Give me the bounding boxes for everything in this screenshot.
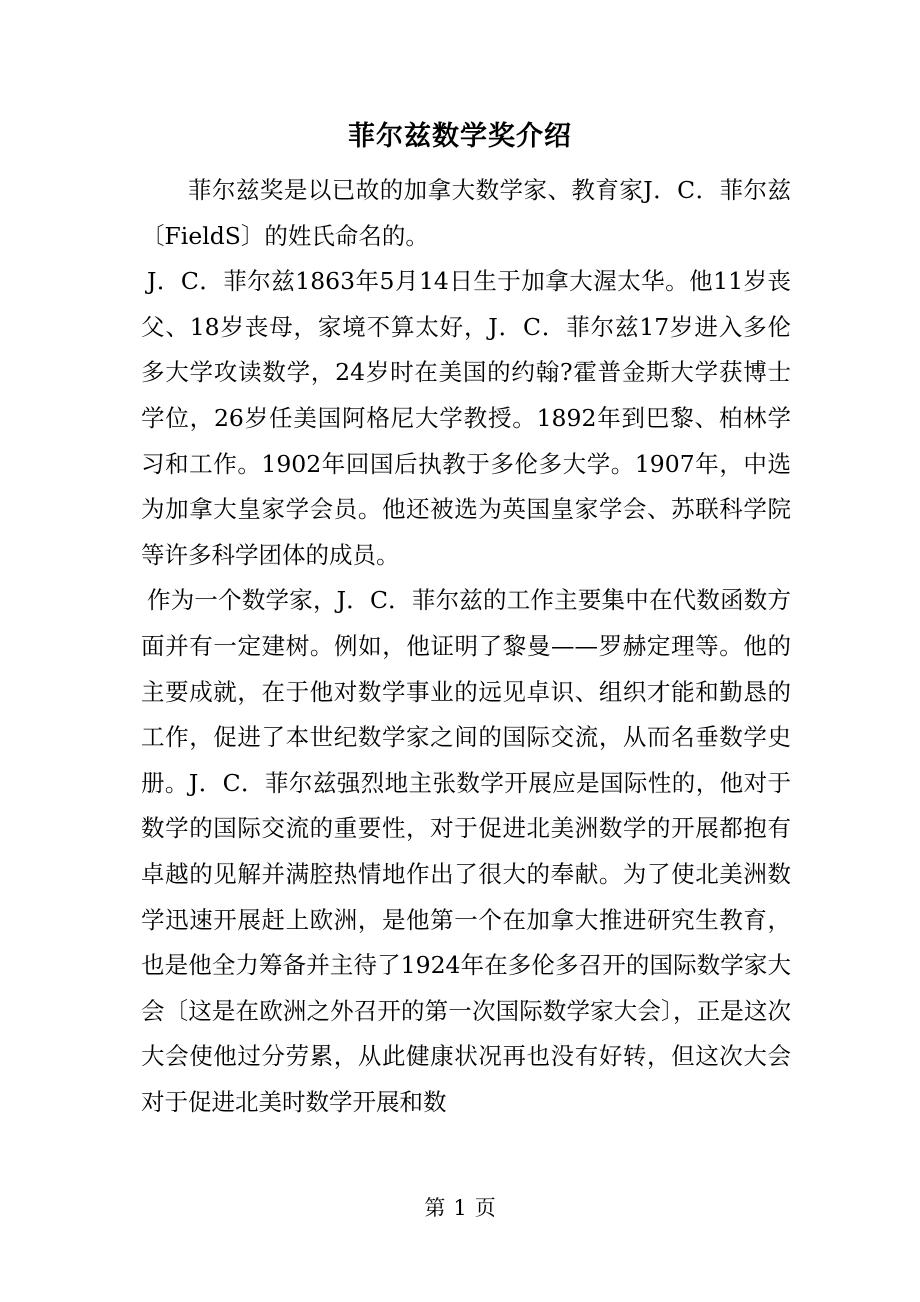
document-title: 菲尔兹数学奖介绍	[348, 121, 572, 152]
footer-suffix: 页	[474, 1196, 496, 1220]
paragraph-intro: 菲尔兹奖是以已故的加拿大数学家、教育家J．C．菲尔兹〔FieldS〕的姓氏命名的。	[141, 176, 791, 250]
paragraph-biography: J．C．菲尔兹1863年5月14日生于加拿大渥太华。他11岁丧父、18岁丧母，家境不算太好，J．C．菲尔兹17岁进入多伦多大学攻读数学，24岁时在美国的约翰?霍普金斯大学获博士学位，26岁任美国阿格尼大学教授。1892年到巴黎、柏林学习和工作。1902年回国后执教于多伦多大学。1907年，中选为加拿大皇家学会员。他还被选为英国皇家学会、苏联科学院等许多科学团体的成员。	[141, 267, 791, 569]
paragraph-achievements: 作为一个数学家，J．C．菲尔兹的工作主要集中在代数函数方面并有一定建树。例如，他证明了黎曼——罗赫定理等。他的主要成就，在于他对数学事业的远见卓识、组织才能和勤恳的工作，促进了本世纪数学家之间的国际交流，从而名垂数学史册。J．C．菲尔兹强烈地主张数学开展应是国际性的，他对于数学的国际交流的重要性，对于促进北美洲数学的开展都抱有卓越的见解并满腔热情地作出了很大的奉献。为了使北美洲数学迅速开展赶上欧洲，是他第一个在加拿大推进研究生教育，也是他全力筹备并主待了1924年在多伦多召开的国际数学家大会〔这是在欧洲之外召开的第一次国际数学家大会〕，正是这次大会使他过分劳累，从此健康状况再也没有好转，但这次大会对于促进北美时数学开展和数	[141, 586, 791, 1116]
page-number: 1	[453, 1196, 467, 1220]
footer-prefix: 第	[424, 1196, 446, 1220]
page-footer	[0, 1192, 920, 1224]
document-body	[141, 168, 791, 1125]
